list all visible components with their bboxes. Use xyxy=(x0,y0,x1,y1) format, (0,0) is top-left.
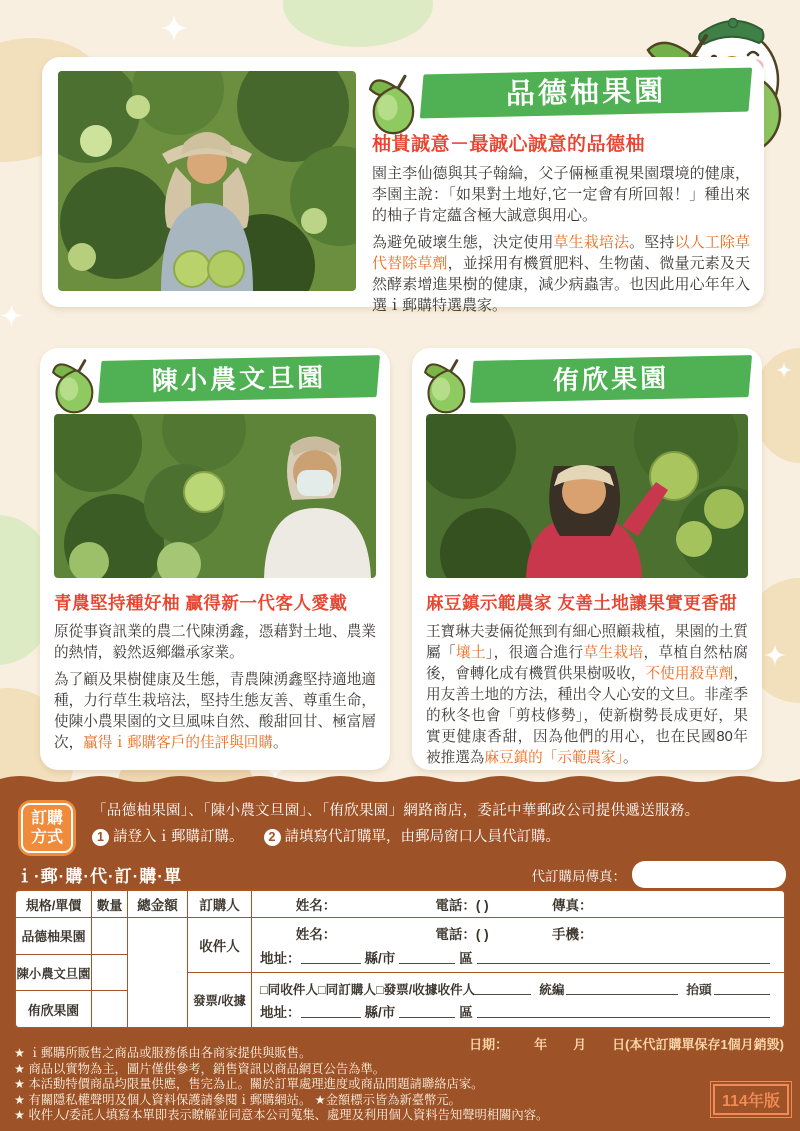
orchard-paragraph: 王寶琳夫妻倆從無到有細心照顧栽植，果園的土質屬「壤土」，很適合進行草生栽培，草植自然枯腐後，會轉化成有機質供果樹吸收，不使用殺草劑，用友善土地的方法，種出令人心安的文旦。非產季的秋冬也會「剪枝修勢」，使新樹勢長成更好，果實更健康香甜，因為他們的用心，也在民國80年被推選為麻豆鎮的「示範農家」。 xyxy=(426,624,748,766)
qty-cell[interactable] xyxy=(92,991,127,1027)
order-intro-text: 「品德柚果園」、「陳小農文旦園」、「侑欣果園」網路商店，委託中華郵政公司提供遞送服務。 xyxy=(92,803,700,819)
note-line: ★ 有關隱私權聲明及個人資料保護請參閱ｉ郵購網站。 ★金額標示皆為新臺幣元。 xyxy=(14,1092,461,1107)
order-steps xyxy=(92,825,560,846)
col-header-orderer: 訂購人 xyxy=(188,891,251,918)
sparkle-star-icon xyxy=(160,14,188,42)
total-cell[interactable] xyxy=(128,918,187,1027)
footer-notes xyxy=(14,1046,548,1124)
recipient-addr-label: 地址： xyxy=(260,950,301,966)
order-method-badge: 訂購 方式 xyxy=(18,800,76,856)
product-row: 品德柚果園 xyxy=(16,918,91,955)
orderer-fax-label[interactable]: 傳真： xyxy=(552,898,593,913)
recipient-label: 收件人 xyxy=(188,918,251,973)
recipient-mobile-label[interactable]: 手機： xyxy=(552,927,593,943)
product-row: 侑欣果園 xyxy=(27,1002,80,1018)
fax-input[interactable] xyxy=(632,861,786,888)
photo-chen-farmer xyxy=(54,414,376,578)
orchard-headline: 麻豆鎮示範農家 友善土地讓果實更香甜 xyxy=(426,593,738,613)
col-header-total: 總金額 xyxy=(128,891,187,918)
bg-blob xyxy=(283,0,433,47)
orchard-paragraph: 原從事資訊業的農二代陳湧鑫，憑藉對土地、農業的熱情，毅然返鄉繼承家業。 xyxy=(54,624,376,661)
orchard-card-youxin xyxy=(412,348,762,770)
invoice-blank[interactable] xyxy=(475,981,531,995)
sparkle-star-icon xyxy=(0,304,23,327)
addr-blank[interactable] xyxy=(477,950,770,964)
wave-edge xyxy=(0,772,800,786)
step-2-number: 2 xyxy=(264,829,281,846)
invoice-label: 發票/收據 xyxy=(193,994,246,1008)
sparkle-star-icon xyxy=(776,362,792,378)
orchard-paragraph: 為了顧及果樹健康及生態，青農陳湧鑫堅持適地適種，力行草生栽培法，堅持生態友善、尊重生命，使陳小農果園的文旦風味自然、酸甜回甘、極富層次，贏得ｉ郵購客戶的佳評與回購。 xyxy=(54,672,376,751)
orchard-headline: 青農堅持種好柚 贏得新一代客人愛戴 xyxy=(54,593,348,613)
recipient-phone-label[interactable]: 電話：( ) xyxy=(435,927,489,943)
addr-blank[interactable] xyxy=(301,1004,361,1018)
addr-blank[interactable] xyxy=(399,950,455,964)
photo-pinde-farmer xyxy=(58,71,356,291)
orchard-card-chen xyxy=(40,348,390,770)
addr-blank[interactable] xyxy=(301,950,361,964)
product-row: 陳小農文旦園 xyxy=(16,955,91,992)
addr-blank[interactable] xyxy=(477,1004,770,1018)
recipient-name-label[interactable]: 姓名： xyxy=(295,927,337,943)
sparkle-star-icon xyxy=(764,644,786,666)
col-header-qty: 數量 xyxy=(92,891,127,918)
orchard-banner: 品德柚果園 xyxy=(420,68,752,119)
col-header-spec: 規格/單價 xyxy=(16,891,91,918)
order-section xyxy=(0,785,800,1131)
note-line: ★ 收件人/委託人填寫本單即表示瞭解並同意本公司蒐集、處理及利用個人資料告知聲明相關內容。 xyxy=(14,1108,549,1123)
note-line: ★ ｉ郵購所販售之商品或服務係由各商家提供與販售。 xyxy=(14,1046,312,1060)
invoice-addr-label: 地址： xyxy=(260,1005,301,1021)
note-line: ★ 商品以實物為主，圖片僅供參考，銷售資訊以商品網頁公告為準。 xyxy=(14,1061,386,1076)
invoice-blank[interactable] xyxy=(714,981,770,995)
pomelo-icon xyxy=(420,354,472,414)
addr-blank[interactable] xyxy=(399,1004,455,1018)
qty-cell[interactable] xyxy=(92,918,127,955)
fax-label: 代訂購局傳真： xyxy=(531,868,626,884)
orderer-name-label[interactable]: 姓名： xyxy=(295,898,337,913)
edition-badge: 114年版 xyxy=(710,1081,792,1118)
note-line: ★ 本活動特價商品均限量供應，售完為止。關於訂單處理進度或商品問題請聯絡店家。 xyxy=(14,1077,484,1092)
pomelo-icon xyxy=(48,354,100,414)
orchard-paragraph: 園主李仙德與其子翰綸，父子倆極重視果園環境的健康，李園主說：「如果對土地好,它一定會有所回報！」種出來的柚子肯定蘊含極大誠意與用心。 xyxy=(372,165,750,224)
invoice-checkboxes[interactable]: □同收件人□同訂購人□發票/收據收件人 xyxy=(260,982,476,997)
orderer-phone-label[interactable]: 電話：( ) xyxy=(435,898,489,913)
orchard-banner: 陳小農文旦園 xyxy=(98,355,380,403)
qty-cell[interactable] xyxy=(92,955,127,992)
invoice-blank[interactable] xyxy=(566,981,678,995)
form-title: ｉ·郵·購·代·訂·購·單 xyxy=(16,867,182,886)
step-1-number: 1 xyxy=(92,829,109,846)
pomelo-icon xyxy=(364,69,422,135)
orchard-banner: 侑欣果園 xyxy=(470,355,752,403)
step-1-text: 請登入ｉ郵購訂購。 xyxy=(113,829,244,845)
orchard-headline: 柚貴誠意－最誠心誠意的品德柚 xyxy=(372,134,646,155)
order-form-table: 規格/單價 品德柚果園 陳小農文旦園 侑欣果園 數量 總金額 訂購人 收件人 發票/收據 姓名： 電話：( ) 傳真： 姓名： 電話：( ) 手機： 地址： 縣/市 區 □同收件人□同訂購人□發票/收據收件人 統編 抬頭 地址： 縣/市 區 xyxy=(14,889,786,1029)
photo-youxin-farmer xyxy=(426,414,748,578)
date-line: 日期： 年 月 日(本代訂購單保存1個月銷毀) xyxy=(469,1037,784,1052)
step-2-text: 請填寫代訂購單，由郵局窗口人員代訂購。 xyxy=(284,829,560,845)
orchard-paragraph: 為避免破壞生態，決定使用草生栽培法。堅持以人工除草代替除草劑，並採用有機質肥料、生物菌、微量元素及天然酵素增進果樹的健康，減少病蟲害。也因此用心年年入選ｉ郵購特選農家。 xyxy=(372,234,750,314)
orchard-card-pinde xyxy=(42,57,764,314)
